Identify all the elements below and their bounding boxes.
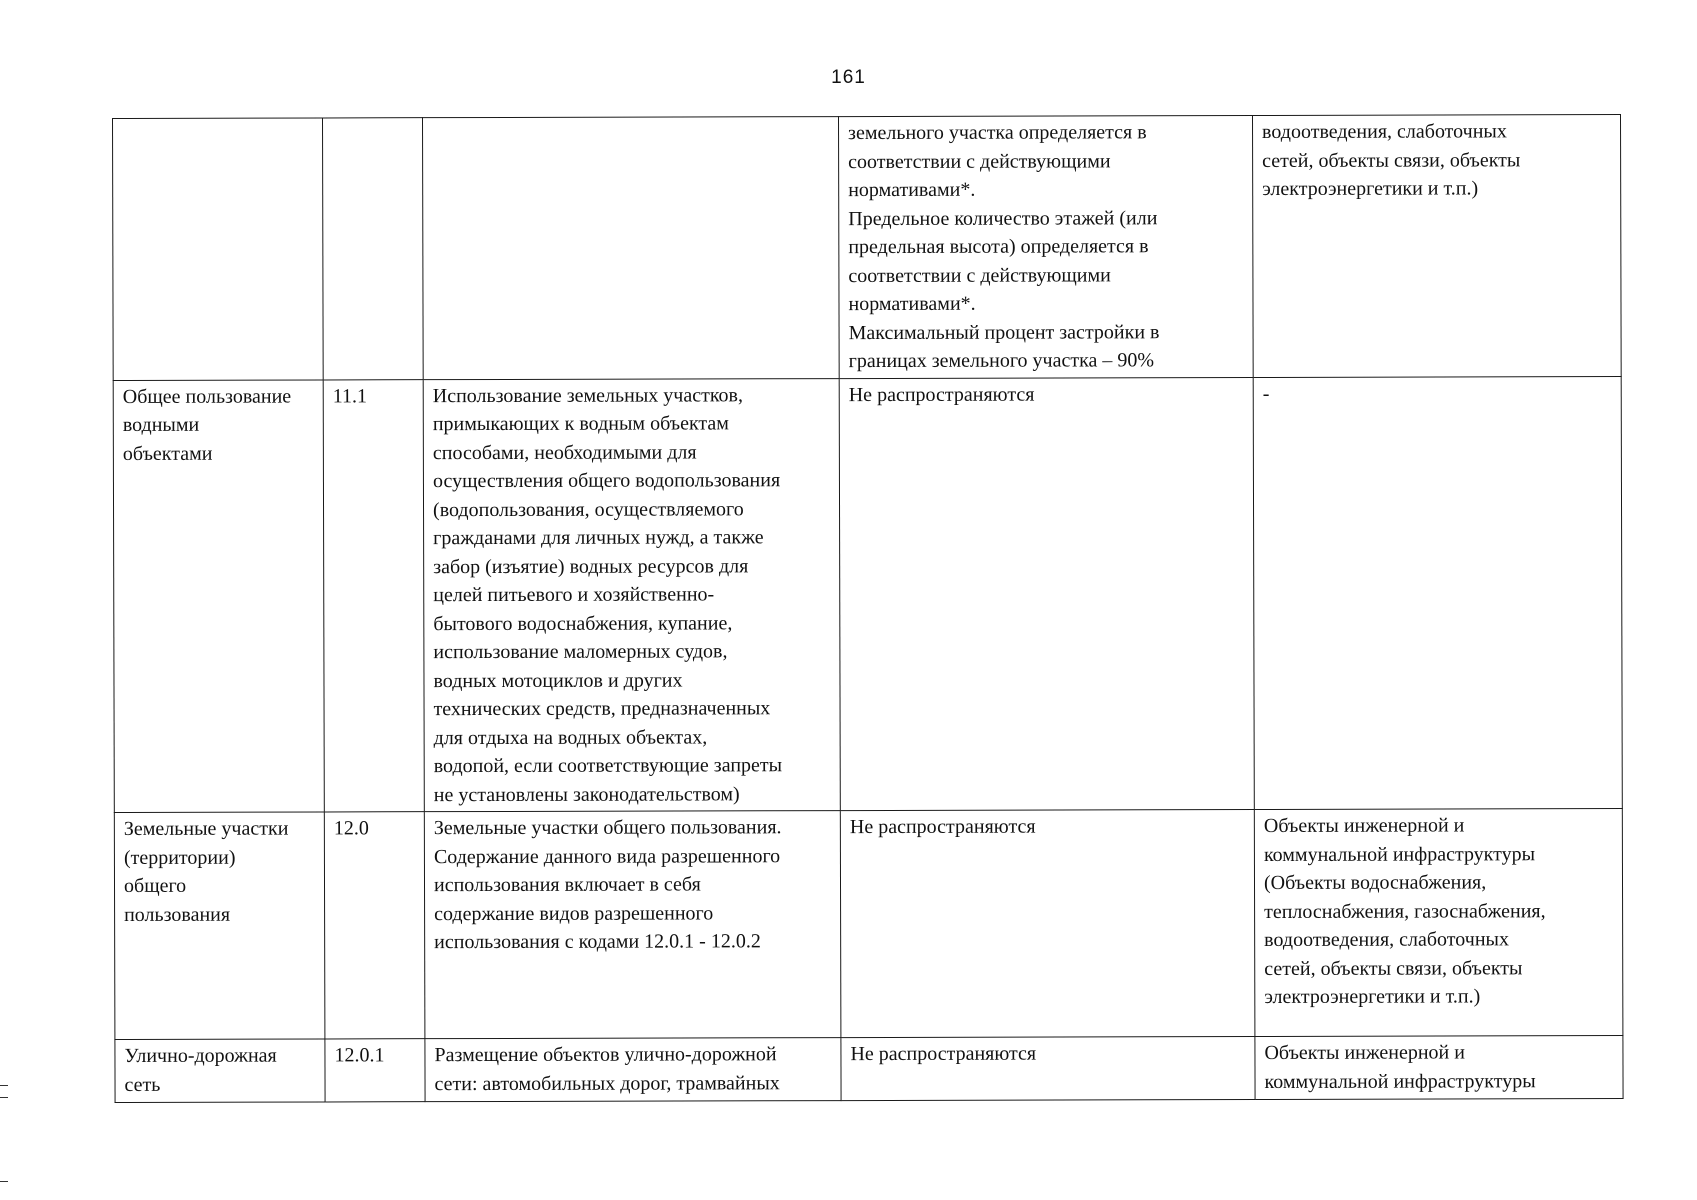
table-row	[115, 1036, 1623, 1103]
cell-use-code	[323, 118, 424, 380]
cell-use-parameters: Не распространяются	[839, 377, 1254, 811]
table-row	[113, 115, 1622, 380]
cell-use-code: 12.0	[324, 812, 425, 1039]
cell-use-name	[113, 118, 324, 380]
cell-use-objects: Объекты инженерной и коммунальной инфраструктуры (Объекты водоснабжения, теплоснабжения, газоснабжения, водоотведения, слаботочных сетей, объекты связи, объекты электроэнергетики и т.п.)	[1254, 809, 1623, 1037]
cell-use-parameters: земельного участка определяется в соответствии с действующими нормативами*. Предельное количество этажей (или предельная высота) определяется в соответствии с действующими нормативами*. Максимальный процент застройки в границах земельного участка – 90%	[838, 116, 1253, 379]
cell-use-objects: -	[1253, 376, 1622, 809]
cell-use-name: Общее пользование водными объектами	[113, 379, 324, 812]
cell-use-code: 11.1	[323, 379, 424, 812]
table-row	[113, 376, 1622, 812]
cell-use-parameters: Не распространяются	[841, 1037, 1255, 1101]
scan-margin-mark	[0, 1181, 8, 1182]
land-use-table	[112, 114, 1624, 1103]
cell-use-objects: Объекты инженерной и коммунальной инфраструктуры	[1255, 1036, 1623, 1100]
cell-use-description	[423, 117, 840, 380]
cell-use-description: Размещение объектов улично-дорожной сети: автомобильных дорог, трамвайных	[425, 1038, 841, 1102]
page-number: 161	[831, 67, 866, 88]
table-row	[114, 809, 1623, 1040]
cell-use-parameters: Не распространяются	[840, 810, 1255, 1038]
cell-use-description: Использование земельных участков, примыкающих к водным объектам способами, необходимыми для осуществления общего водопользования (водопользования, осуществляемого гражданами для личных нужд, а также забор (изъятие) водных ресурсов для целей питьевого и хозяйственно- бытового водоснабжения, купание, использование маломерных судов, водных мотоциклов и других технических средств, предназначенных для отдыха на водных объектах, водопой, если соответствующие запреты не установлены законодательством)	[423, 378, 840, 812]
cell-use-name: Земельные участки (территории) общего пользования	[114, 812, 325, 1040]
cell-use-description: Земельные участки общего пользования. Содержание данного вида разрешенного использования включает в себя содержание видов разрешенного использования с кодами 12.0.1 - 12.0.2	[424, 811, 841, 1039]
scan-margin-mark	[0, 1085, 8, 1098]
cell-use-objects: водоотведения, слаботочных сетей, объекты связи, объекты электроэнергетики и т.п.)	[1252, 115, 1621, 377]
cell-use-name: Улично-дорожная сеть	[115, 1039, 325, 1103]
cell-use-code: 12.0.1	[325, 1039, 425, 1102]
